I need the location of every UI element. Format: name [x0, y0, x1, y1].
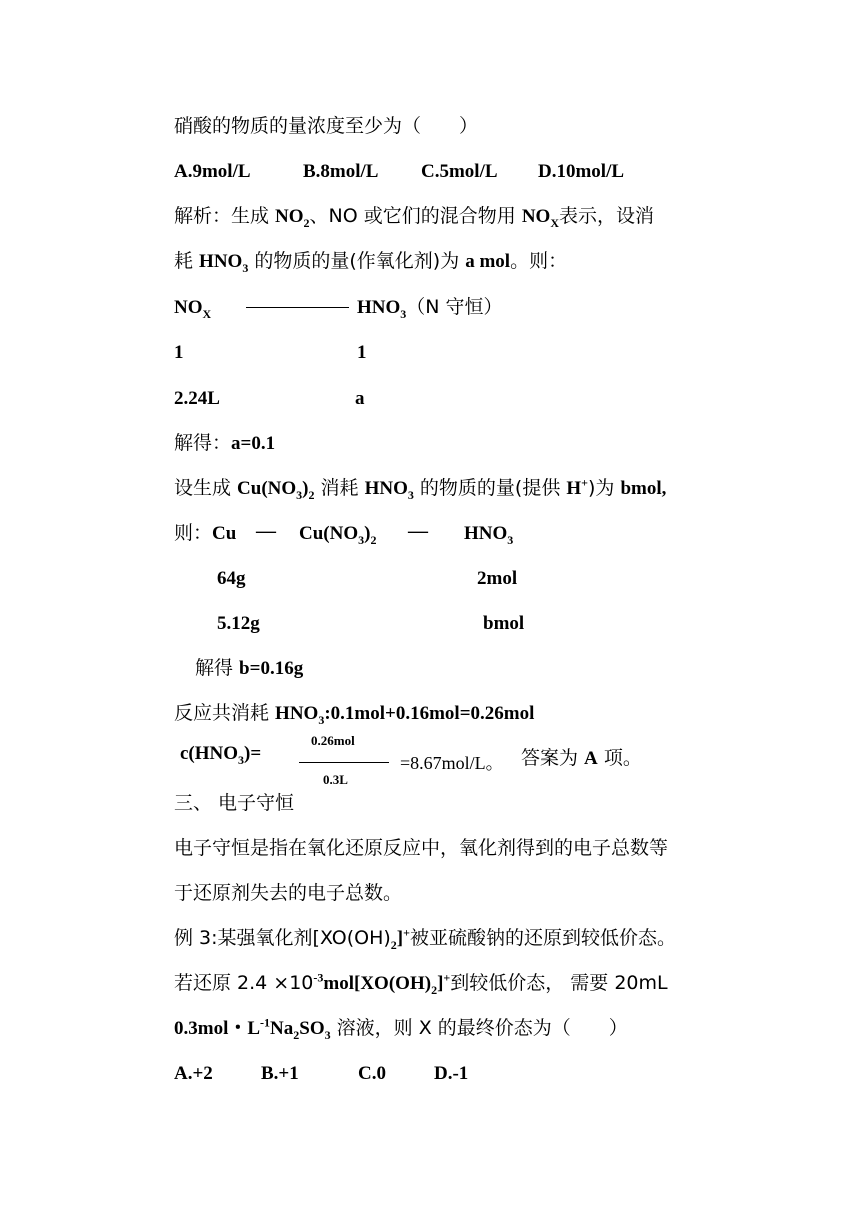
option-a: A.9mol/L: [174, 161, 251, 182]
conc-result: =8.67mol/L。: [400, 753, 504, 773]
ratio1-r2-right: a: [355, 388, 365, 409]
solve-a: 解得：a=0.1: [174, 432, 276, 454]
ratio1-r1-right: 1: [357, 342, 367, 363]
ratio2-hno3: $HNO_3$: [464, 523, 514, 547]
set-b-line: 设生成 $Cu(NO_3)_2$ 消耗 $HNO_3$ 的物质的量(提供 H+)为 bmol,: [174, 475, 667, 502]
option-d: D.10mol/L: [538, 161, 625, 182]
option-b: B.8mol/L: [303, 161, 379, 182]
solve-b: 解得 b=0.16g: [195, 657, 304, 679]
ratio1-r2-left: 2.24L: [174, 388, 220, 409]
example3-line-1: 例 3:某强氧化剂$[XO(OH)_2]^+$被亚硫酸钠的还原到较低价态。: [174, 925, 676, 952]
conc-answer: 答案为 A 项。: [521, 747, 642, 769]
ratio2-r2-left: 5.12g: [217, 613, 260, 634]
ex3-option-d: D.-1: [434, 1063, 469, 1084]
ratio1-right: $HNO_3(N$ 守恒）: [357, 296, 503, 321]
ratio1-left: $NO_X$: [174, 297, 212, 321]
analysis-line-1: 解析：生成 $NO_2$、NO 或它们的混合物用 $NO_X$表示，设消: [174, 205, 654, 230]
ratio1-line: [246, 307, 349, 308]
example3-line-3: 0.3mol・$L^{-1}Na_2SO_3$ 溶液，则 X 的最终价态为（ ）: [174, 1015, 628, 1042]
definition-line-1: 电子守恒是指在氧化还原反应中，氧化剂得到的电子总数等: [174, 837, 669, 859]
ratio2-header: 则：Cu: [174, 522, 237, 544]
conc-numerator: 0.26mol: [311, 733, 355, 748]
ratio2-r1-right: 2mol: [477, 568, 518, 589]
ratio2-dash-2: —: [408, 520, 428, 542]
ratio2-dash-1: —: [256, 520, 276, 542]
ex3-option-a: A.+2: [174, 1063, 213, 1084]
analysis-line-2: 耗 $HNO_3$ 的物质的量(作氧化剂)为 a mol。则：: [174, 250, 568, 275]
option-c: C.5mol/L: [421, 161, 498, 182]
question-stem: 硝酸的物质的量浓度至少为（ ）: [174, 115, 479, 137]
conc-lhs: $c(HNO_3)=$: [180, 743, 262, 767]
example3-line-2: 若还原 $2.4 \times 10^{-3}mol[XO(OH)_2]^+$到较低价态， 需要 20mL: [174, 970, 668, 997]
fraction-bar: [299, 762, 389, 763]
definition-line-2: 于还原剂失去的电子总数。: [174, 882, 403, 904]
ratio1-r1-left: 1: [174, 342, 184, 363]
ex3-option-b: B.+1: [261, 1063, 299, 1084]
ratio2-cuno3: $Cu(NO_3)_2$: [299, 523, 377, 547]
ratio2-r1-left: 64g: [217, 568, 246, 589]
ratio2-r2-right: bmol: [483, 613, 525, 634]
total-line: 反应共消耗 $HNO_3:0.1mol+0.16mol=0.26mol$: [174, 702, 535, 727]
conc-denominator: 0.3L: [323, 772, 348, 787]
ex3-option-c: C.0: [358, 1063, 386, 1084]
section-heading: 三、 电子守恒: [174, 792, 295, 814]
